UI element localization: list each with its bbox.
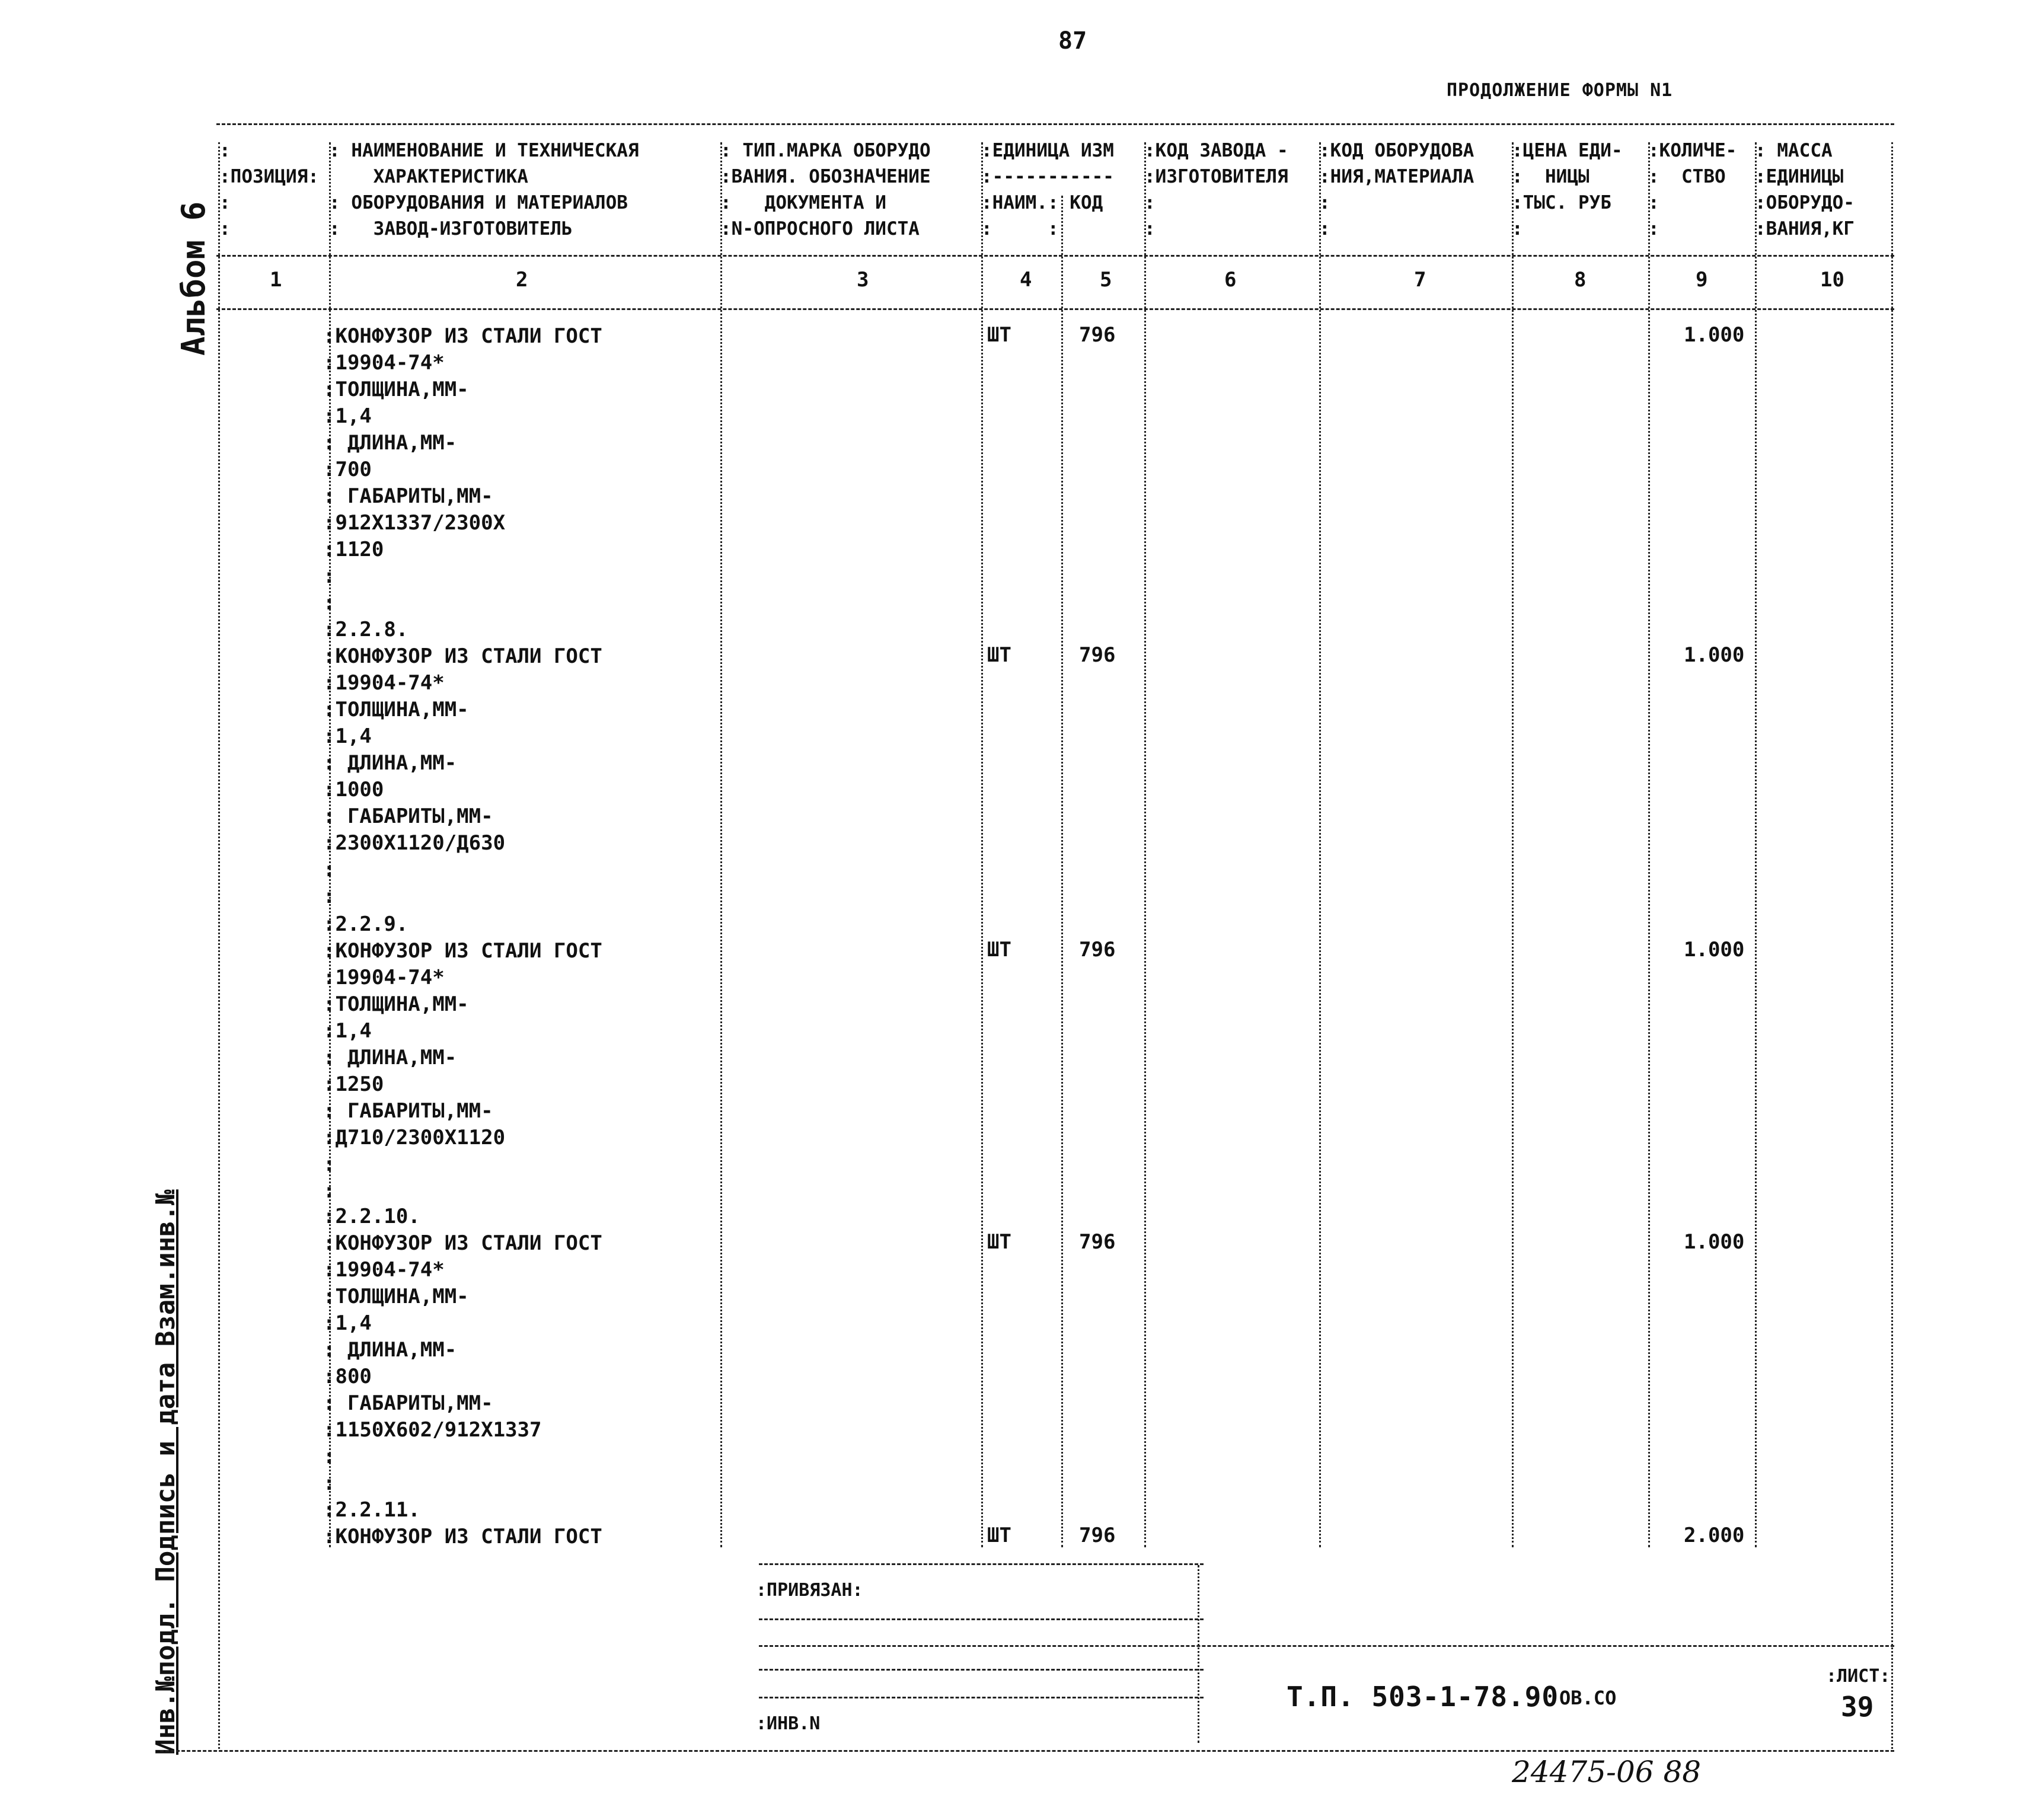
side-stamp-wrap <box>142 1189 190 1755</box>
col-divider-7 <box>1512 142 1514 1547</box>
album-label-wrap <box>173 178 215 356</box>
attached-label: :ПРИВЯЗАН: <box>756 1580 863 1601</box>
header-col-unit: :ЕДИНИЦА ИЗМ :----------- :НАИМ.: КОД : : <box>981 140 1114 240</box>
item-description: :2.2.10. :КОНФУЗОР ИЗ СТАЛИ ГОСТ :19904-74* :ТОЛЩИНА,ММ- :1,4 : ДЛИНА,ММ- :800 : ГАБАРИТЫ,ММ- :1150Х602/912Х1337 : : <box>323 1205 602 1495</box>
column-number: 8 <box>1574 268 1587 292</box>
col-divider-8 <box>1648 142 1650 1547</box>
handwritten-number: 24475-06 88 <box>1512 1755 1702 1789</box>
column-number: 2 <box>516 268 528 292</box>
side-stamp: Инв.№подл. Подпись и дата Взам.инв.№ <box>151 1189 181 1755</box>
header-col-mass: : МАССА :ЕДИНИЦЫ :ОБОРУДО- :ВАНИЯ,КГ <box>1755 140 1855 240</box>
column-number: 5 <box>1100 268 1112 292</box>
unit-code: 796 <box>1079 1230 1116 1254</box>
unit-name: ШТ <box>987 938 1011 962</box>
col-divider-left <box>218 142 220 1749</box>
unit-code: 796 <box>1079 323 1116 347</box>
column-number: 9 <box>1696 268 1708 292</box>
header-col-position: : :ПОЗИЦИЯ: : : <box>219 140 319 240</box>
stamp-rule-4 <box>759 1669 1204 1671</box>
col-divider-9 <box>1755 142 1757 1547</box>
header-col-price: :ЦЕНА ЕДИ- : НИЦЫ :ТЫС. РУБ : <box>1512 140 1623 240</box>
column-number: 7 <box>1414 268 1426 292</box>
quantity: 1.000 <box>1684 938 1745 962</box>
col-divider-5 <box>1144 142 1146 1547</box>
unit-code: 796 <box>1079 1524 1116 1547</box>
item-description: :2.2.11. :КОНФУЗОР ИЗ СТАЛИ ГОСТ <box>323 1498 602 1548</box>
header-col-equipment-code: :КОД ОБОРУДОВА :НИЯ,МАТЕРИАЛА : : <box>1319 140 1474 240</box>
header-col-quantity: :КОЛИЧЕ- : СТВО : : <box>1648 140 1737 240</box>
stamp-top-rule <box>759 1563 1204 1565</box>
header-bottom-rule <box>216 255 1894 257</box>
column-number: 1 <box>270 268 282 292</box>
col-divider-2 <box>720 142 722 1547</box>
stamp-rule-5 <box>759 1697 1204 1698</box>
item-description: :2.2.8. :КОНФУЗОР ИЗ СТАЛИ ГОСТ :19904-74* :ТОЛЩИНА,ММ- :1,4 : ДЛИНА,ММ- :1000 : ГАБАРИТЫ,ММ- :2300Х1120/Д630 : : <box>323 618 602 908</box>
unit-name: ШТ <box>987 643 1011 667</box>
item-description: :2.2.9. :КОНФУЗОР ИЗ СТАЛИ ГОСТ :19904-74* :ТОЛЩИНА,ММ- :1,4 : ДЛИНА,ММ- :1250 : ГАБАРИТЫ,ММ- :Д710/2300Х1120 : : <box>323 912 602 1203</box>
table-bottom-rule <box>160 1750 1894 1752</box>
header-col-type: : ТИП.МАРКА ОБОРУДО :ВАНИЯ. ОБОЗНАЧЕНИЕ : ДОКУМЕНТА И :N-ОПРОСНОГО ЛИСТА <box>720 140 931 240</box>
header-col-factory-code: :КОД ЗАВОДА - :ИЗГОТОВИТЕЛЯ : : <box>1144 140 1288 240</box>
unit-name: ШТ <box>987 323 1011 347</box>
header-col-name: : НАИМЕНОВАНИЕ И ТЕХНИЧЕСКАЯ ХАРАКТЕРИСТИКА : ОБОРУДОВАНИЯ И МАТЕРИАЛОВ : ЗАВОД-ИЗГОТОВИТЕЛЬ <box>329 140 639 240</box>
page-number: 87 <box>1058 27 1087 55</box>
unit-code: 796 <box>1079 643 1116 667</box>
item-description: :КОНФУЗОР ИЗ СТАЛИ ГОСТ :19904-74* :ТОЛЩИНА,ММ- :1,4 : ДЛИНА,ММ- :700 : ГАБАРИТЫ,ММ- :912Х1337/2300Х :1120 : : <box>323 324 602 615</box>
quantity: 2.000 <box>1684 1524 1745 1547</box>
col-divider-3 <box>981 142 983 1547</box>
album-label: Альбом 6 <box>175 201 212 356</box>
col-divider-4 <box>1061 196 1063 1547</box>
sheet-label: :ЛИСТ: <box>1826 1666 1891 1687</box>
column-number: 10 <box>1820 268 1844 292</box>
document-suffix: ОВ.СО <box>1559 1687 1617 1709</box>
col-divider-right <box>1891 142 1893 1749</box>
quantity: 1.000 <box>1684 323 1745 347</box>
column-number: 4 <box>1020 268 1032 292</box>
stamp-rule-3 <box>759 1645 1894 1647</box>
column-number: 3 <box>857 268 869 292</box>
column-number: 6 <box>1224 268 1237 292</box>
table-top-rule <box>216 123 1894 125</box>
col-divider-6 <box>1319 142 1321 1547</box>
colnum-bottom-rule <box>216 308 1894 310</box>
appendix-title: ПРОДОЛЖЕНИЕ ФОРМЫ N1 <box>1447 80 1673 101</box>
stamp-rule-2 <box>759 1618 1204 1620</box>
inventory-label: :ИНВ.N <box>756 1713 821 1734</box>
unit-name: ШТ <box>987 1524 1011 1547</box>
stamp-divider <box>1198 1565 1199 1743</box>
document-code: Т.П. 503-1-78.90 <box>1287 1681 1559 1713</box>
unit-name: ШТ <box>987 1230 1011 1254</box>
quantity: 1.000 <box>1684 643 1745 667</box>
unit-code: 796 <box>1079 938 1116 962</box>
quantity: 1.000 <box>1684 1230 1745 1254</box>
sheet-number: 39 <box>1841 1691 1874 1723</box>
